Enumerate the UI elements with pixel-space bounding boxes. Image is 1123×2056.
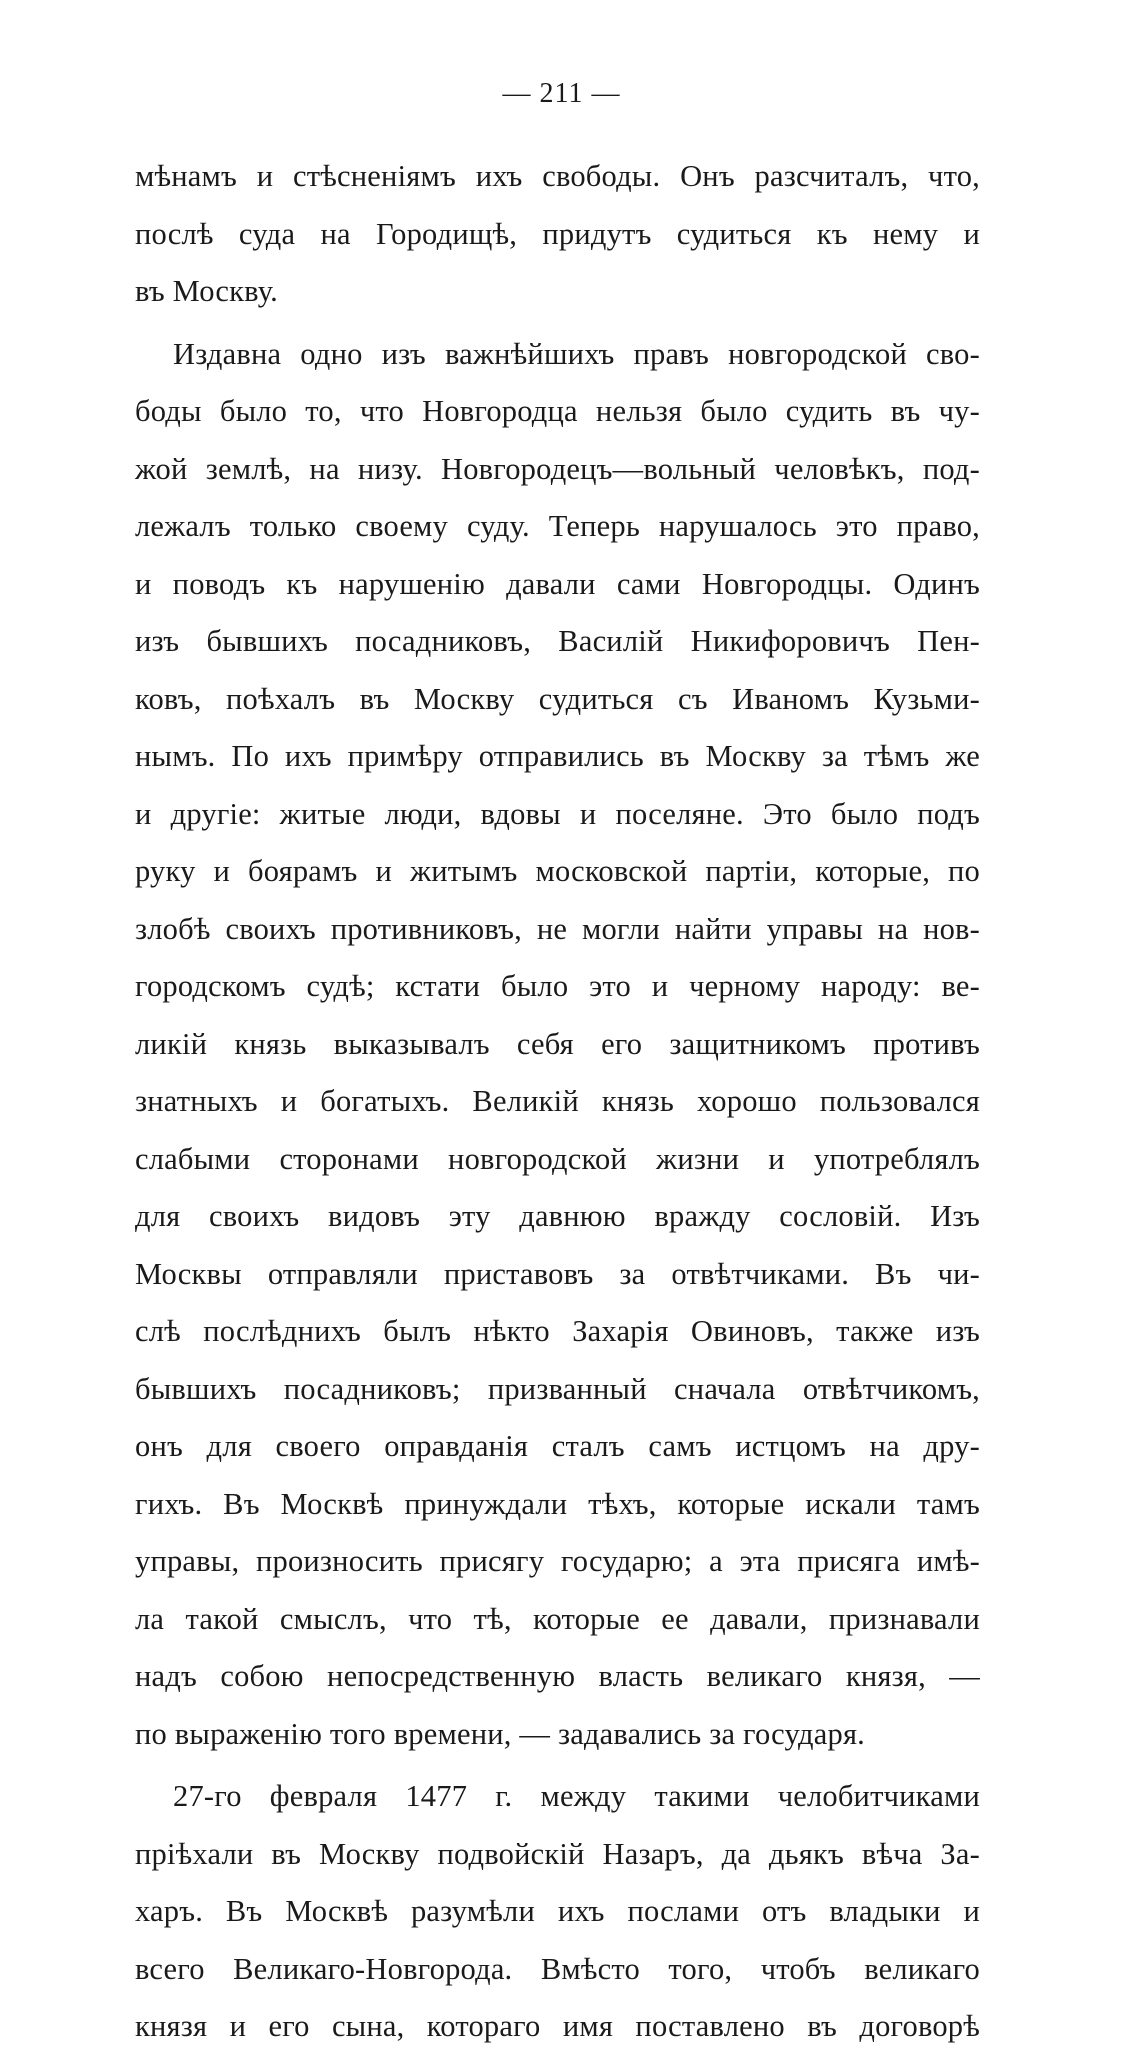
text-line: 27-го февраля 1477 г. между такими челобитчиками [173,1779,980,1813]
text-line: управы, произносить присягу государю; а эта присяга имѣ- [135,1544,980,1578]
text-line: знатныхъ и богатыхъ. Великій князь хорошо пользовался [135,1084,980,1118]
text-line: пріѣхали въ Москву подвойскій Назаръ, да дьякъ вѣча За- [135,1836,980,1871]
text-line: гихъ. Въ Москвѣ принуждали тѣхъ, которые искали тамъ [135,1486,980,1521]
text-line: изъ бывшихъ посадниковъ, Василій Никифоровичъ Пен- [135,624,980,658]
paragraph-1 [135,148,980,321]
text-line: лежалъ только своему суду. Теперь нарушалось это право, [135,509,980,543]
text-line: боды было то, что Новгородца нельзя было судить въ чу- [135,394,980,428]
text-line: онъ для своего оправданія сталъ самъ истцомъ на дру- [135,1429,980,1463]
text-line: въ Москву. [135,274,278,308]
text-line: по выраженію того времени, — задавались за государя. [135,1716,865,1751]
text-line: Издавна одно изъ важнѣйшихъ правъ новгородской сво- [173,336,980,371]
text-line: бывшихъ посадниковъ; призванный сначала отвѣтчикомъ, [135,1371,980,1406]
text-line: слѣ послѣднихъ былъ нѣкто Захарія Овиновъ, также изъ [135,1314,980,1348]
text-line: ликій князь выказывалъ себя его защитникомъ противъ [135,1026,980,1061]
text-line: руку и боярамъ и житымъ московской партіи, которые, по [135,854,980,888]
paragraph-3 [135,1768,980,2056]
text-line: и поводъ къ нарушенію давали сами Новгородцы. Одинъ [135,566,980,601]
text-line: нымъ. По ихъ примѣру отправились въ Москву за тѣмъ же [135,739,980,773]
text-line: слабыми сторонами новгородской жизни и употреблялъ [135,1141,980,1176]
paragraph-2 [135,326,980,1764]
text-line: харъ. Въ Москвѣ разумѣли ихъ послами отъ владыки и [135,1894,980,1928]
text-line: и другіе: житые люди, вдовы и поселяне. Это было подъ [135,796,980,831]
page-number: — 211 — [502,78,621,109]
text-line: ла такой смыслъ, что тѣ, которые ее давали, признавали [135,1601,980,1636]
text-line: надъ собою непосредственную власть великаго князя, — [135,1659,980,1693]
text-line: городскомъ судѣ; кстати было это и черному народу: ве- [135,969,980,1003]
text-line: князя и его сына, котораго имя поставлено въ договорѣ [135,2009,980,2043]
text-line: для своихъ видовъ эту давнюю вражду сословій. Изъ [135,1199,980,1233]
text-line: Москвы отправляли приставовъ за отвѣтчиками. Въ чи- [135,1256,980,1291]
text-line: жой землѣ, на низу. Новгородецъ—вольный человѣкъ, под- [135,451,980,486]
text-line: ковъ, поѣхалъ въ Москву судиться съ Иваномъ Кузьми- [135,681,980,716]
text-line: всего Великаго-Новгорода. Вмѣсто того, чтобъ великаго [135,1951,980,1986]
text-line: мѣнамъ и стѣсненіямъ ихъ свободы. Онъ разсчиталъ, что, [135,159,980,193]
text-line: злобѣ своихъ противниковъ, не могли найти управы на нов- [135,911,980,946]
text-line: послѣ суда на Городищѣ, придутъ судиться къ нему и [135,216,980,251]
body-text [135,148,980,2056]
